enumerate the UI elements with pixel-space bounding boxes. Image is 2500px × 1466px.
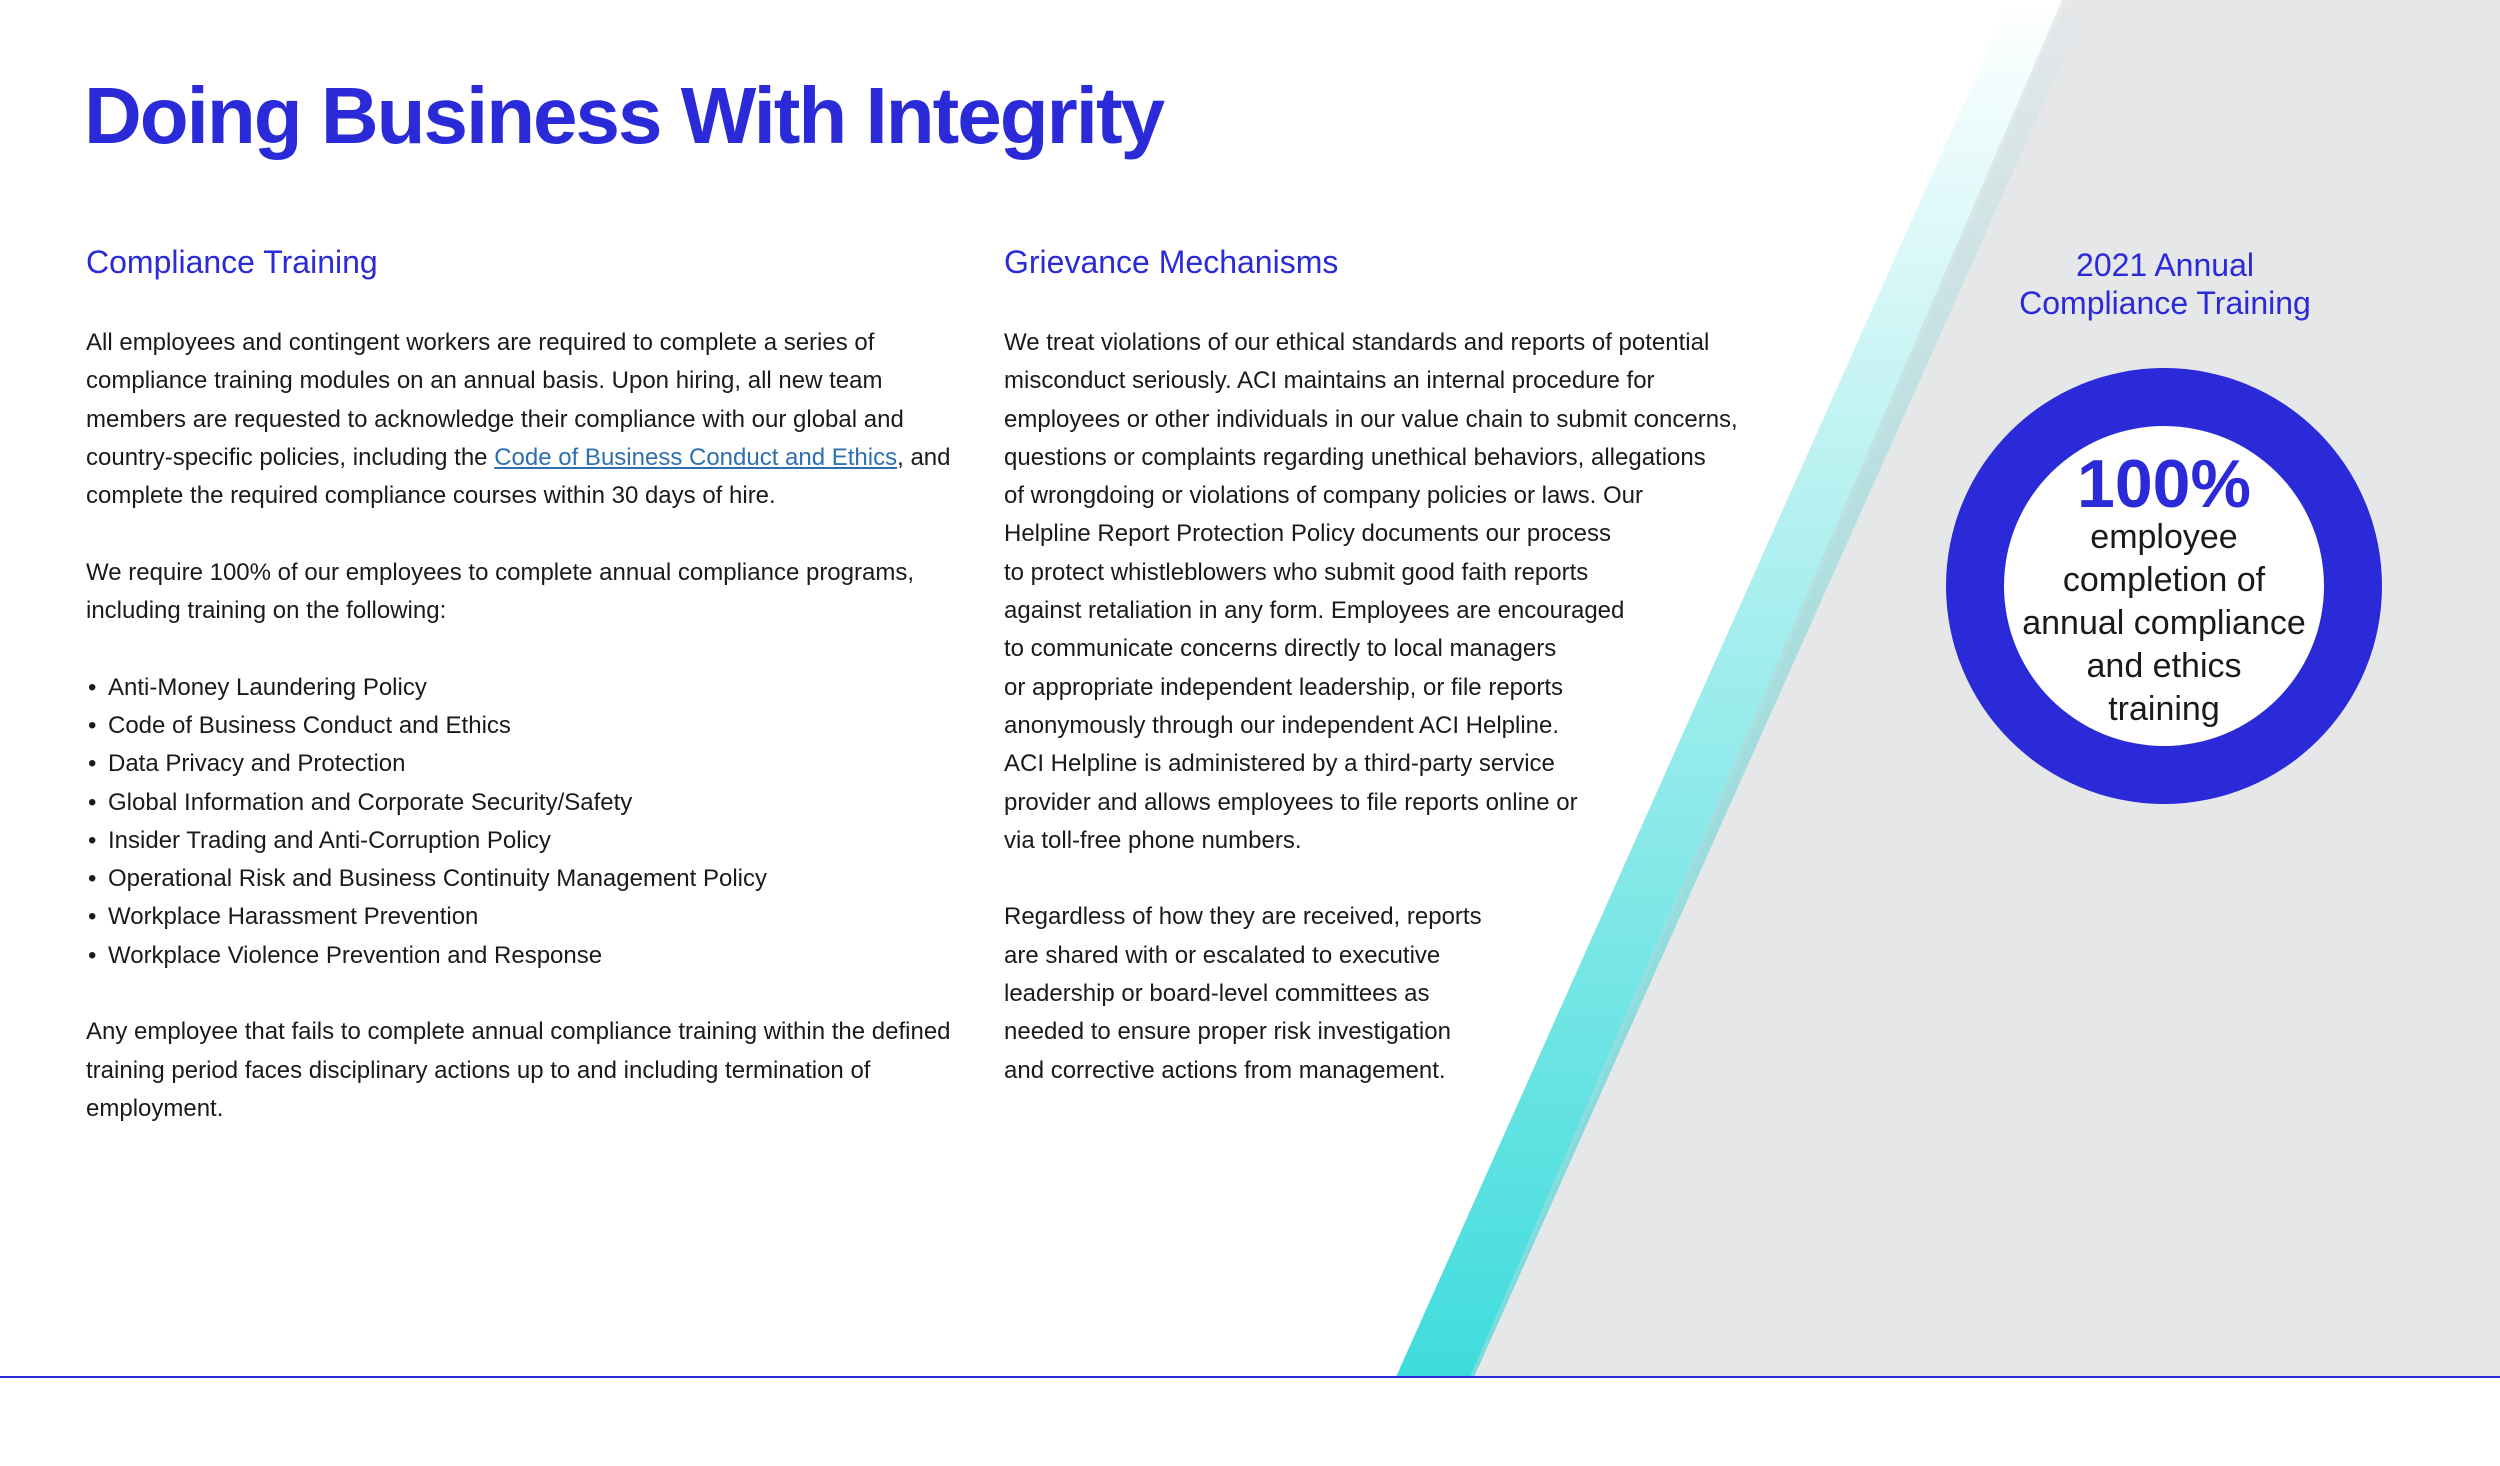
grievance-paragraph-1: We treat violations of our ethical standards and reports of potential misconduct seriously. ACI maintains an internal procedure for employees or other individuals in our value chain to submit concerns, questions or complaints regarding unethical behaviors, allegations of wrongdoing or violations of company policies or laws. Our Helpline Report Protection Policy documents our process to protect whistleblowers who submit good faith reports against retaliation in any form. Employees are encouraged to communicate concerns directly to local managers or appropriate independent leadership, or file reports anonymously through our independent ACI Helpline. ACI Helpline is administered by a third-party service provider and allows employees to file reports online or via toll-free phone numbers. xyxy=(1004,329,1738,854)
footer-divider xyxy=(0,1376,2500,1378)
list-item: • Workplace Violence Prevention and Response xyxy=(86,937,976,975)
list-item: • Global Information and Corporate Security/Safety xyxy=(86,784,976,822)
list-item: • Code of Business Conduct and Ethics xyxy=(86,707,976,745)
sidebar-title: 2021 Annual Compliance Training xyxy=(2019,247,2311,321)
compliance-intro-text-end: , and complete the required compliance courses within 30 days of hire. xyxy=(86,443,951,510)
completion-stat-caption: employee completion of annual compliance and ethics training xyxy=(2022,518,2306,728)
training-topics-list xyxy=(86,669,976,975)
compliance-intro-paragraph xyxy=(86,324,976,515)
grievance-paragraph-2: Regardless of how they are received, reports are shared with or escalated to executive leadership or board-level committees as needed to ensure proper risk investigation and corrective actions from management. xyxy=(1004,903,1482,1084)
page-title: Doing Business With Integrity xyxy=(84,71,1164,160)
completion-stat-inner xyxy=(2004,426,2324,746)
list-item: • Operational Risk and Business Continuity Management Policy xyxy=(86,860,976,898)
grievance-mechanisms-heading: Grievance Mechanisms xyxy=(1004,244,1339,280)
list-item: • Data Privacy and Protection xyxy=(86,745,976,783)
code-of-conduct-link[interactable]: Code of Business Conduct and Ethics xyxy=(494,443,898,471)
completion-stat-ring xyxy=(1946,368,2382,804)
compliance-consequence-paragraph: Any employee that fails to complete annual compliance training within the defined training period faces disciplinary actions up to and including termination of employment. xyxy=(86,1018,951,1122)
completion-stat-value: 100% xyxy=(2077,446,2251,522)
compliance-training-heading: Compliance Training xyxy=(86,244,378,280)
compliance-intro-text: All employees and contingent workers are required to complete a series of compliance training modules on an annual basis. Upon hiring, all new team members are requested to acknowledge their compliance with our global and country-specific policies, including the xyxy=(86,329,904,471)
compliance-requirement-paragraph: We require 100% of our employees to complete annual compliance programs, including training on the following: xyxy=(86,558,914,625)
list-item: • Workplace Harassment Prevention xyxy=(86,898,976,936)
list-item: • Insider Trading and Anti-Corruption Policy xyxy=(86,822,976,860)
list-item: • Anti-Money Laundering Policy xyxy=(86,669,976,707)
compliance-training-section xyxy=(86,324,976,1128)
grievance-mechanisms-section xyxy=(1004,324,1784,1090)
